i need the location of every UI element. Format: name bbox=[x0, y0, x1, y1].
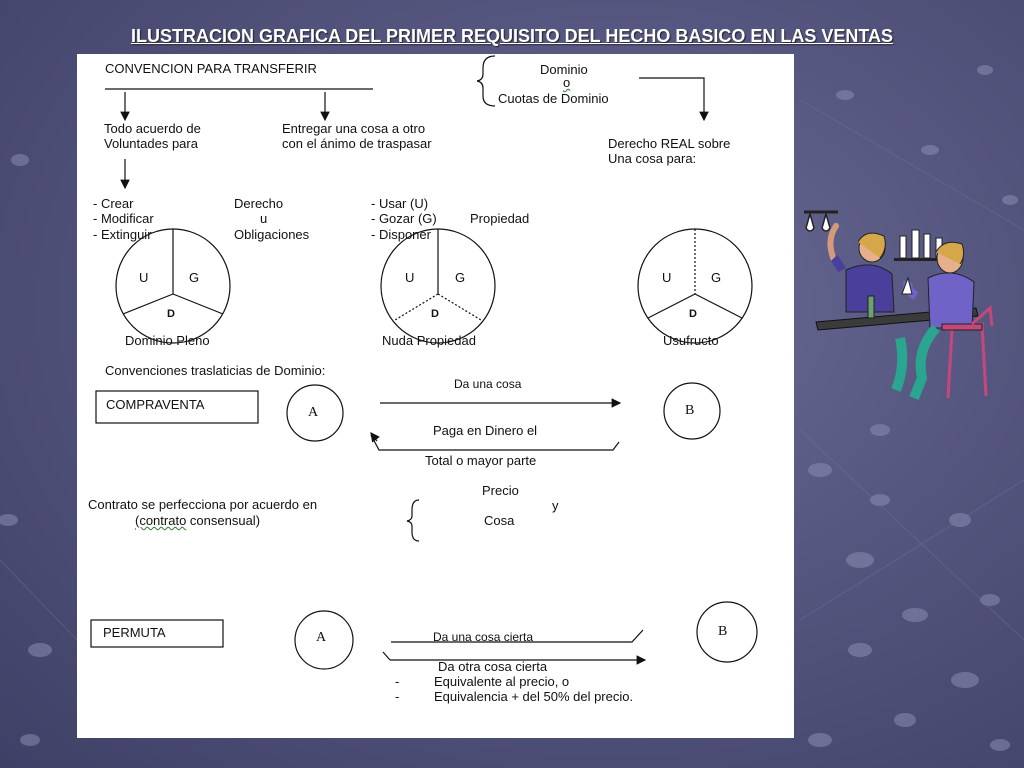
entregar-line1: Entregar una cosa a otro bbox=[282, 121, 426, 136]
page-title: ILUSTRACION GRAFICA DEL PRIMER REQUISITO DEL HECHO BASICO EN LAS VENTAS bbox=[130, 26, 894, 46]
obligaciones-label: Obligaciones bbox=[234, 227, 310, 242]
uso-usar: - Usar (U) bbox=[371, 196, 429, 211]
pie3-g: G bbox=[711, 270, 722, 285]
total-mayor-label: Total o mayor parte bbox=[425, 453, 537, 468]
pie1-g: G bbox=[189, 270, 200, 285]
contrato-word: (contrato bbox=[135, 513, 187, 528]
diagram-sheet bbox=[77, 54, 794, 738]
da-cosa-cierta-label: Da una cosa cierta bbox=[433, 630, 534, 644]
contrato-line1: Contrato se perfecciona por acuerdo en bbox=[88, 497, 318, 512]
pie2-g: G bbox=[455, 270, 466, 285]
accion-crear: - Crear bbox=[93, 196, 134, 211]
pie3-label: Usufructo bbox=[663, 333, 719, 348]
pie1-label: Dominio Pleno bbox=[125, 333, 210, 348]
entregar-line2: con el ánimo de traspasar bbox=[282, 136, 432, 151]
pie3-u: U bbox=[662, 270, 672, 285]
paga-dinero-label: Paga en Dinero el bbox=[433, 423, 538, 438]
pie2-d: D bbox=[431, 308, 439, 320]
consensual-word: consensual) bbox=[186, 513, 261, 528]
derecho-real-line2: Una cosa para: bbox=[608, 151, 697, 166]
pie2-label: Nuda Propiedad bbox=[382, 333, 476, 348]
propiedad-label: Propiedad bbox=[470, 211, 530, 226]
pie1-u: U bbox=[139, 270, 149, 285]
uso-gozar: - Gozar (G) bbox=[371, 211, 437, 226]
pie3-d: D bbox=[689, 308, 697, 320]
y-label: y bbox=[552, 498, 559, 513]
permuta-a: A bbox=[316, 630, 327, 645]
compraventa-a: A bbox=[308, 405, 319, 420]
bar-clipart-illustration bbox=[796, 200, 1006, 415]
precio-label: Precio bbox=[482, 483, 519, 498]
item2-text: Equivalencia + del 50% del precio. bbox=[434, 689, 634, 704]
item1-dash: - bbox=[395, 674, 400, 689]
compraventa-b: B bbox=[685, 403, 695, 418]
todo-acuerdo-line2: Voluntades para bbox=[104, 136, 198, 151]
u-label: u bbox=[260, 211, 268, 226]
convencion-title: CONVENCION PARA TRANSFERIR bbox=[105, 61, 317, 76]
cosa-label: Cosa bbox=[484, 513, 515, 528]
precio-cosa-brace bbox=[407, 500, 419, 541]
compraventa-box: COMPRAVENTA bbox=[106, 397, 205, 412]
da-una-cosa-label: Da una cosa bbox=[454, 377, 522, 391]
contrato-line2 bbox=[135, 513, 260, 528]
permuta-b: B bbox=[718, 624, 728, 639]
convenciones-heading: Convenciones traslaticias de Dominio: bbox=[105, 363, 326, 378]
arrow-derecho-real bbox=[639, 78, 704, 120]
item1-text: Equivalente al precio, o bbox=[434, 674, 570, 689]
uso-disponer: - Disponer bbox=[371, 227, 431, 242]
derecho-label: Derecho bbox=[234, 196, 284, 211]
dominio-label: Dominio bbox=[540, 62, 588, 77]
pie1-d: D bbox=[167, 308, 175, 320]
todo-acuerdo-line1: Todo acuerdo de bbox=[104, 121, 201, 136]
cuotas-label: Cuotas de Dominio bbox=[498, 91, 609, 106]
accion-extinguir: - Extinguir bbox=[93, 227, 152, 242]
dominio-brace bbox=[477, 56, 495, 106]
accion-modificar: - Modificar bbox=[93, 211, 154, 226]
da-otra-cosa-label: Da otra cosa cierta bbox=[438, 659, 548, 674]
pie2-u: U bbox=[405, 270, 415, 285]
o-label: o bbox=[563, 75, 571, 90]
permuta-box: PERMUTA bbox=[103, 625, 166, 640]
derecho-real-line1: Derecho REAL sobre bbox=[608, 136, 731, 151]
item2-dash: - bbox=[395, 689, 400, 704]
